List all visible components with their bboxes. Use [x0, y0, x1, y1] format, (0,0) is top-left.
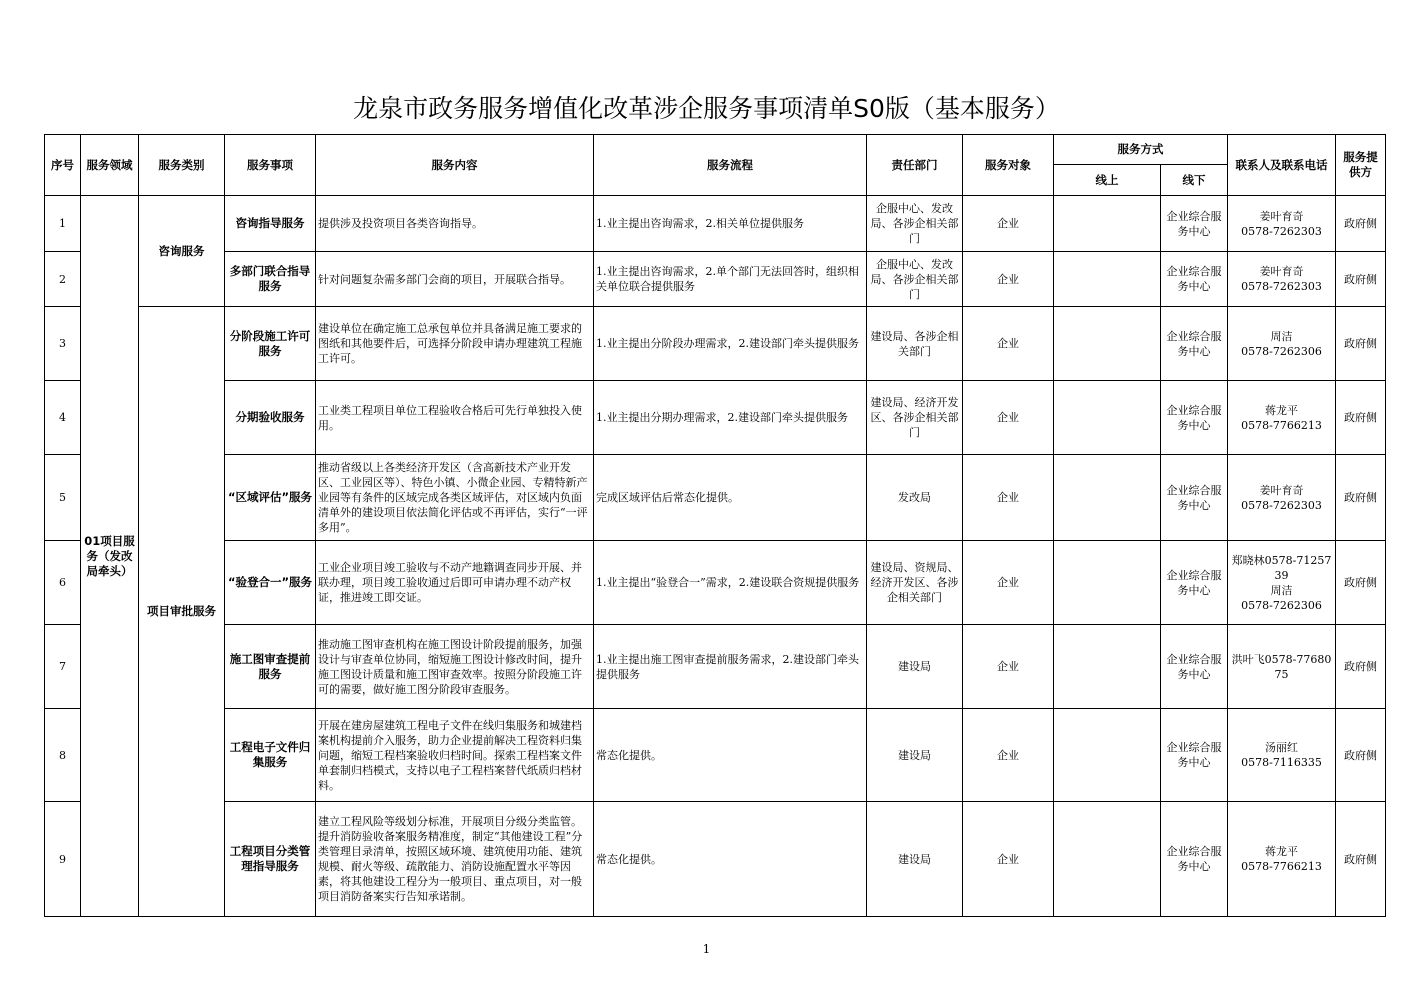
category-cell: 咨询服务 [139, 196, 225, 307]
target-cell: 企业 [963, 625, 1054, 709]
seq-cell: 2 [45, 252, 81, 307]
offline-cell: 企业综合服务中心 [1161, 307, 1228, 381]
table-row [45, 709, 1386, 802]
offline-cell: 企业综合服务中心 [1161, 802, 1228, 917]
online-cell [1054, 252, 1161, 307]
flow-cell: 1.业主提出分期办理需求，2.建设部门牵头提供服务 [594, 381, 867, 455]
item-cell: 咨询指导服务 [225, 196, 316, 252]
contact-cell: 汤丽红 0578-7116335 [1228, 709, 1336, 802]
provider-cell: 政府侧 [1336, 252, 1386, 307]
seq-cell: 9 [45, 802, 81, 917]
online-cell [1054, 455, 1161, 541]
dept-cell: 企服中心、发改局、各涉企相关部门 [867, 252, 963, 307]
provider-cell: 政府侧 [1336, 541, 1386, 625]
seq-cell: 5 [45, 455, 81, 541]
offline-cell: 企业综合服务中心 [1161, 541, 1228, 625]
header-target: 服务对象 [963, 135, 1054, 196]
target-cell: 企业 [963, 802, 1054, 917]
item-cell: “验登合一”服务 [225, 541, 316, 625]
contact-cell: 姜叶育奇 0578-7262303 [1228, 252, 1336, 307]
offline-cell: 企业综合服务中心 [1161, 709, 1228, 802]
header-dept: 责任部门 [867, 135, 963, 196]
flow-cell: 1.业主提出咨询需求，2.单个部门无法回答时，组织相关单位联合提供服务 [594, 252, 867, 307]
content-cell: 开展在建房屋建筑工程电子文件在线归集服务和城建档案机构提前介入服务，助力企业提前解决工程资料归集问题，缩短工程档案验收归档时间。探索工程档案文件单套制归档模式，支持以电子工程档案替代纸质归档材料。 [316, 709, 594, 802]
header-row [45, 135, 1386, 165]
provider-cell: 政府侧 [1336, 381, 1386, 455]
content-cell: 提供涉及投资项目各类咨询指导。 [316, 196, 594, 252]
contact-cell: 蒋龙平 0578-7766213 [1228, 802, 1336, 917]
dept-cell: 建设局、各涉企相关部门 [867, 307, 963, 381]
offline-cell: 企业综合服务中心 [1161, 455, 1228, 541]
contact-cell: 蒋龙平 0578-7766213 [1228, 381, 1336, 455]
online-cell [1054, 381, 1161, 455]
flow-cell: 1.业主提出咨询需求，2.相关单位提供服务 [594, 196, 867, 252]
provider-cell: 政府侧 [1336, 455, 1386, 541]
dept-cell: 建设局 [867, 802, 963, 917]
header-item: 服务事项 [225, 135, 316, 196]
header-seq: 序号 [45, 135, 81, 196]
offline-cell: 企业综合服务中心 [1161, 252, 1228, 307]
online-cell [1054, 196, 1161, 252]
table-row [45, 455, 1386, 541]
table-row [45, 802, 1386, 917]
header-flow: 服务流程 [594, 135, 867, 196]
header-category: 服务类别 [139, 135, 225, 196]
seq-cell: 4 [45, 381, 81, 455]
page-title: 龙泉市政务服务增值化改革涉企服务事项清单S0版（基本服务） [353, 94, 1060, 123]
target-cell: 企业 [963, 196, 1054, 252]
item-cell: 分期验收服务 [225, 381, 316, 455]
contact-cell: 周洁 0578-7262306 [1228, 307, 1336, 381]
target-cell: 企业 [963, 381, 1054, 455]
seq-cell: 3 [45, 307, 81, 381]
dept-cell: 建设局 [867, 709, 963, 802]
dept-cell: 建设局 [867, 625, 963, 709]
category-cell: 项目审批服务 [139, 307, 225, 917]
target-cell: 企业 [963, 455, 1054, 541]
table-row [45, 541, 1386, 625]
contact-cell: 姜叶育奇 0578-7262303 [1228, 196, 1336, 252]
online-cell [1054, 541, 1161, 625]
seq-cell: 7 [45, 625, 81, 709]
offline-cell: 企业综合服务中心 [1161, 625, 1228, 709]
header-domain: 服务领域 [81, 135, 139, 196]
item-cell: 分阶段施工许可服务 [225, 307, 316, 381]
online-cell [1054, 625, 1161, 709]
item-cell: 多部门联合指导服务 [225, 252, 316, 307]
offline-cell: 企业综合服务中心 [1161, 196, 1228, 252]
provider-cell: 政府侧 [1336, 196, 1386, 252]
content-cell: 工业类工程项目单位工程验收合格后可先行单独投入使用。 [316, 381, 594, 455]
target-cell: 企业 [963, 541, 1054, 625]
contact-cell: 郑晓林0578-7125739 周洁 0578-7262306 [1228, 541, 1336, 625]
provider-cell: 政府侧 [1336, 307, 1386, 381]
provider-cell: 政府侧 [1336, 625, 1386, 709]
online-cell [1054, 802, 1161, 917]
contact-cell: 姜叶育奇 0578-7262303 [1228, 455, 1336, 541]
flow-cell: 1.业主提出分阶段办理需求，2.建设部门牵头提供服务 [594, 307, 867, 381]
online-cell [1054, 709, 1161, 802]
target-cell: 企业 [963, 307, 1054, 381]
flow-cell: 完成区域评估后常态化提供。 [594, 455, 867, 541]
flow-cell: 1.业主提出“验登合一”需求，2.建设联合资规提供服务 [594, 541, 867, 625]
page-number: 1 [702, 942, 711, 956]
provider-cell: 政府侧 [1336, 802, 1386, 917]
item-cell: “区域评估”服务 [225, 455, 316, 541]
provider-cell: 政府侧 [1336, 709, 1386, 802]
seq-cell: 8 [45, 709, 81, 802]
table-row [45, 252, 1386, 307]
dept-cell: 发改局 [867, 455, 963, 541]
header-offline: 线下 [1161, 165, 1228, 196]
flow-cell: 常态化提供。 [594, 709, 867, 802]
contact-cell: 洪叶飞0578-7768075 [1228, 625, 1336, 709]
content-cell: 推动施工图审查机构在施工图设计阶段提前服务，加强设计与审查单位协同，缩短施工图设计修改时间，提升施工图设计质量和施工图审查效率。按照分阶段施工许可的需要，做好施工图分阶段审查服务。 [316, 625, 594, 709]
header-contact: 联系人及联系电话 [1228, 135, 1336, 196]
dept-cell: 建设局、资规局、经济开发区、各涉企相关部门 [867, 541, 963, 625]
table-row [45, 625, 1386, 709]
flow-cell: 1.业主提出施工图审查提前服务需求，2.建设部门牵头提供服务 [594, 625, 867, 709]
table-row [45, 196, 1386, 252]
content-cell: 建设单位在确定施工总承包单位并具备满足施工要求的图纸和其他要件后，可选择分阶段申请办理建筑工程施工许可。 [316, 307, 594, 381]
service-table [44, 134, 1386, 917]
seq-cell: 1 [45, 196, 81, 252]
header-content: 服务内容 [316, 135, 594, 196]
header-mode: 服务方式 [1054, 135, 1228, 165]
seq-cell: 6 [45, 541, 81, 625]
dept-cell: 企服中心、发改局、各涉企相关部门 [867, 196, 963, 252]
online-cell [1054, 307, 1161, 381]
content-cell: 建立工程风险等级划分标准，开展项目分级分类监管。提升消防验收备案服务精准度，制定“其他建设工程”分类管理目录清单，按照区域环境、建筑使用功能、建筑规模、耐火等级、疏散能力、消防设施配置水平等因素，将其他建设工程分为一般项目、重点项目，对一般项目消防备案实行告知承诺制。 [316, 802, 594, 917]
content-cell: 推动省级以上各类经济开发区（含高新技术产业开发区、工业园区等）、特色小镇、小微企业园、专精特新产业园等有条件的区域完成各类区域评估，对区域内负面清单外的建设项目依法简化评估或不再评估，实行“一评多用”。 [316, 455, 594, 541]
item-cell: 施工图审查提前服务 [225, 625, 316, 709]
domain-cell: 01项目服务（发改局牵头） [81, 196, 139, 917]
target-cell: 企业 [963, 709, 1054, 802]
table-row [45, 307, 1386, 381]
item-cell: 工程电子文件归集服务 [225, 709, 316, 802]
header-online: 线上 [1054, 165, 1161, 196]
flow-cell: 常态化提供。 [594, 802, 867, 917]
table-row [45, 381, 1386, 455]
dept-cell: 建设局、经济开发区、各涉企相关部门 [867, 381, 963, 455]
target-cell: 企业 [963, 252, 1054, 307]
content-cell: 针对问题复杂需多部门会商的项目，开展联合指导。 [316, 252, 594, 307]
offline-cell: 企业综合服务中心 [1161, 381, 1228, 455]
content-cell: 工业企业项目竣工验收与不动产地籍调查同步开展、并联办理，项目竣工验收通过后即可申请办理不动产权证，推进竣工即交证。 [316, 541, 594, 625]
header-provider: 服务提供方 [1336, 135, 1386, 196]
item-cell: 工程项目分类管理指导服务 [225, 802, 316, 917]
